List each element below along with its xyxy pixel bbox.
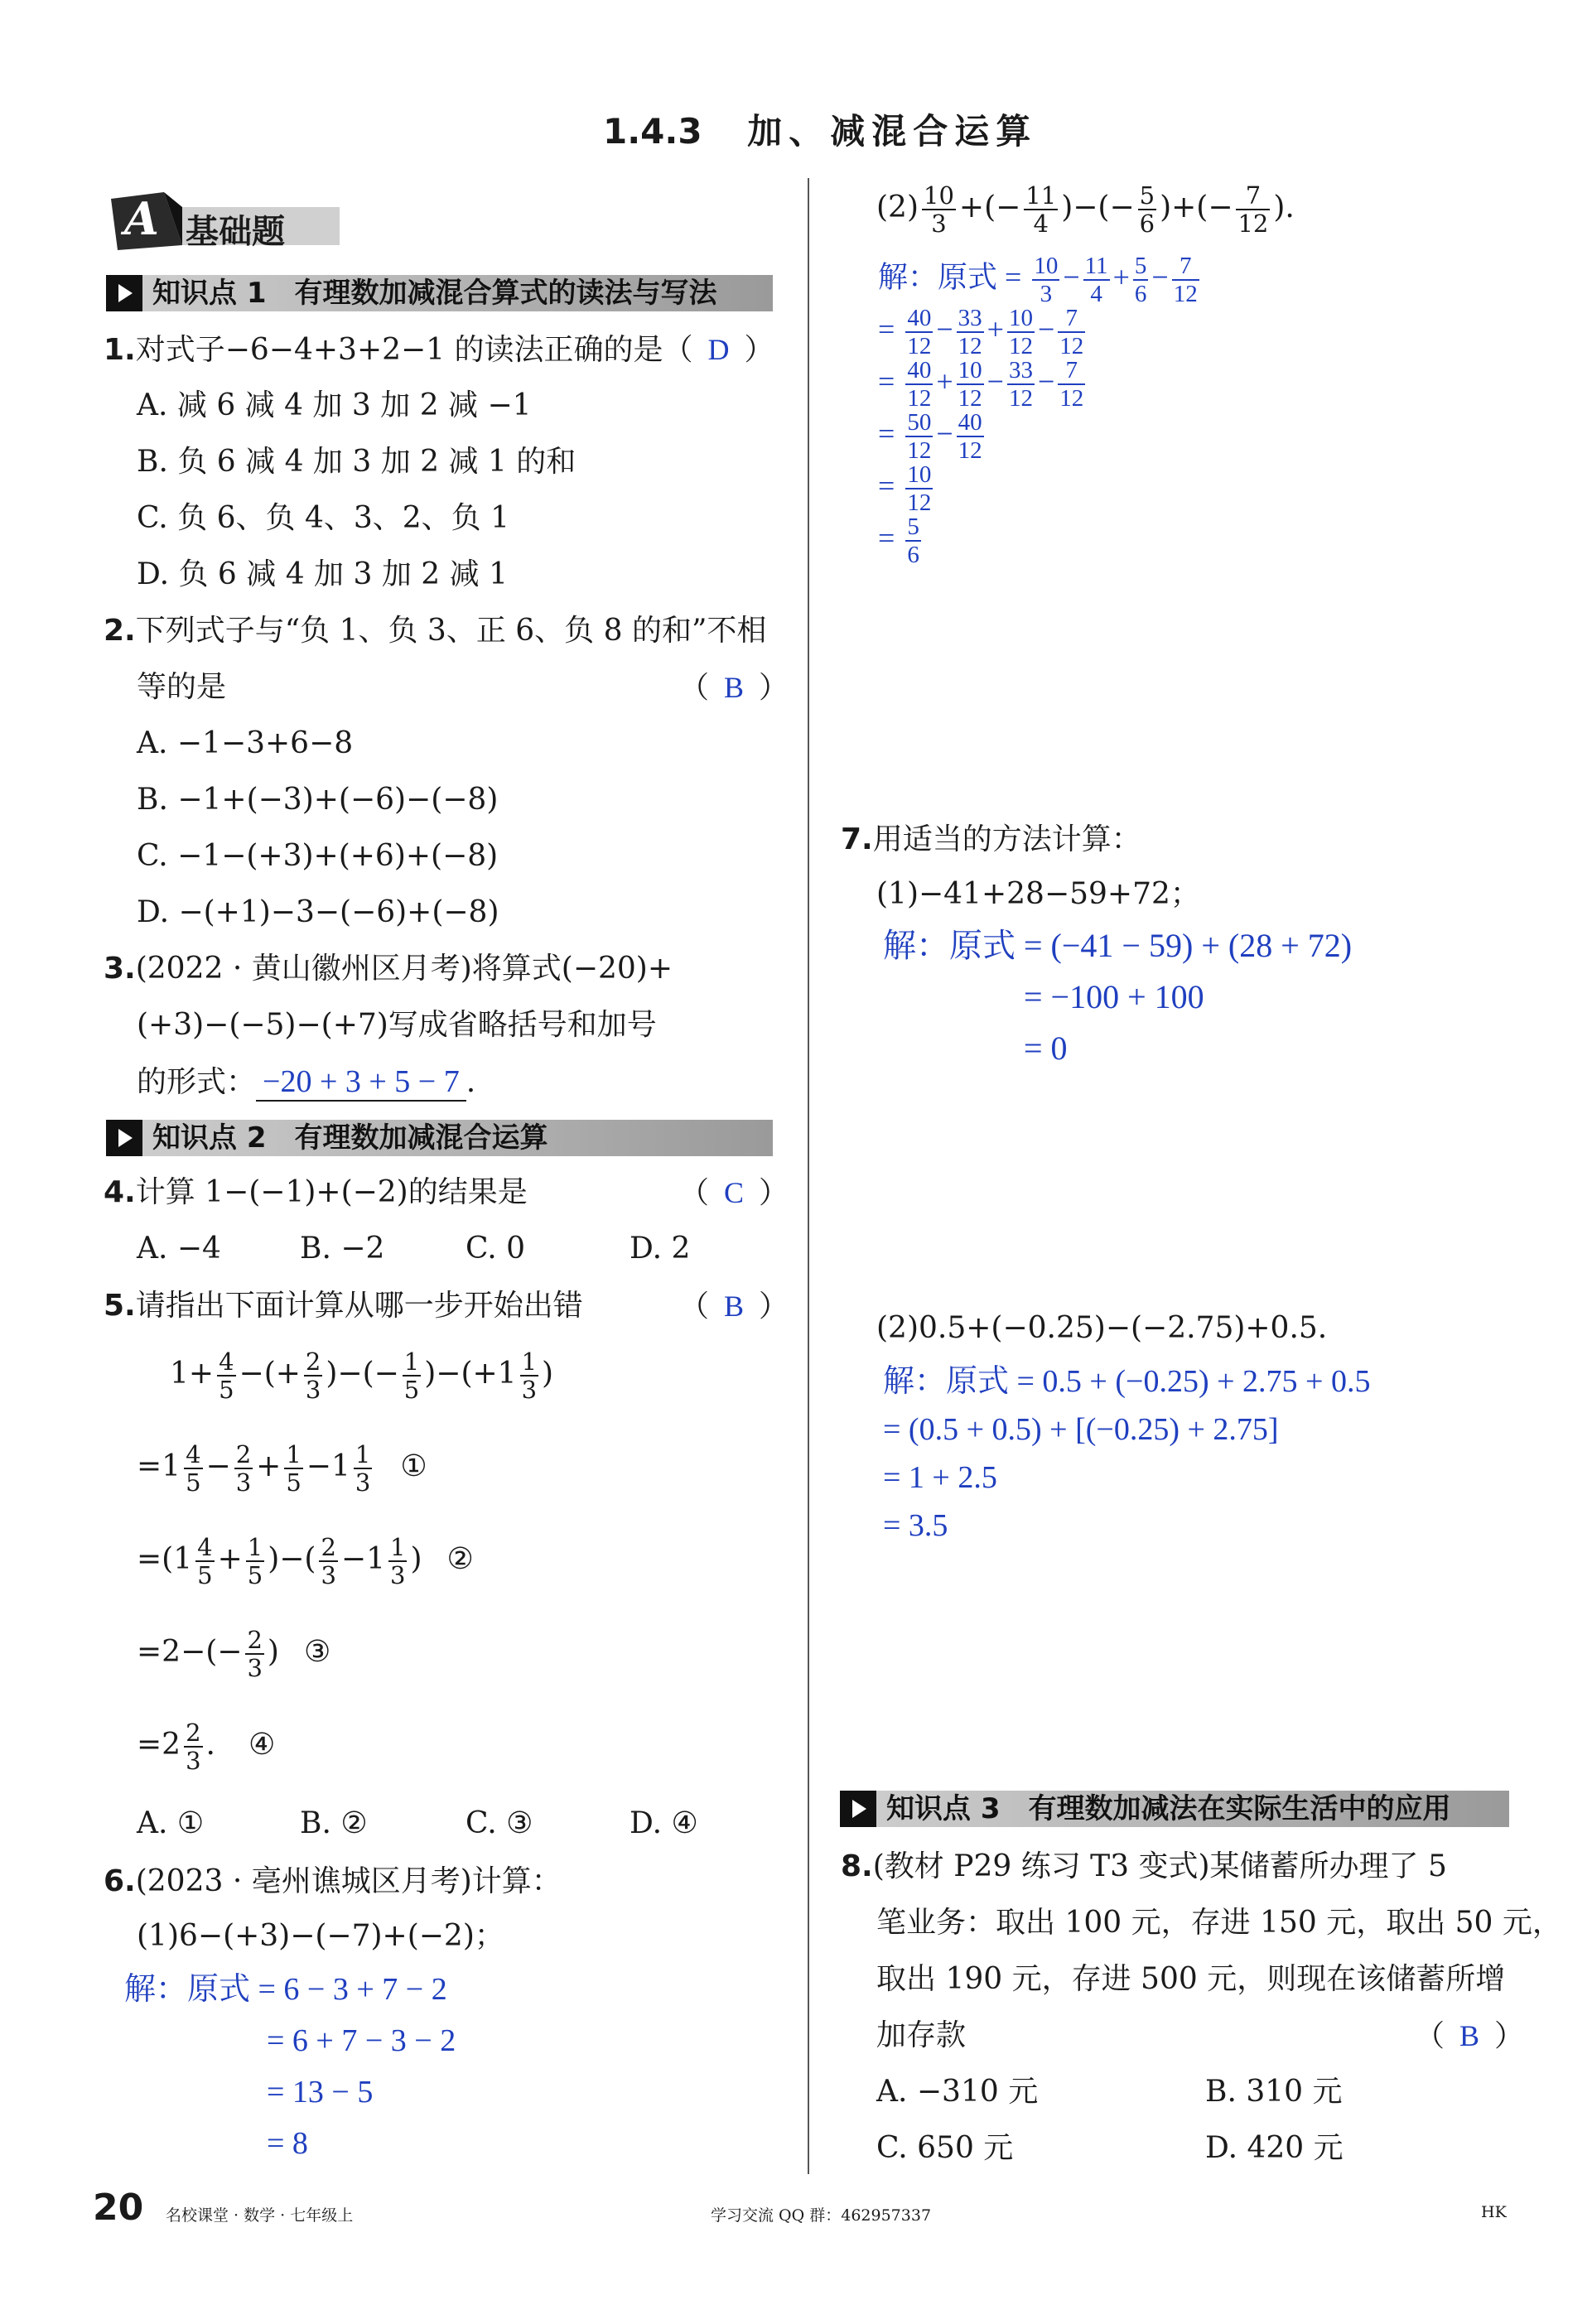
- qq-group: 学习交流 QQ 群：462957337: [711, 2206, 932, 2225]
- q4-option-d: D. 2: [630, 1232, 691, 1266]
- question-6-stem: 6.(2023 · 亳州谯城区月考)计算：: [104, 1864, 562, 1898]
- q7-solution-1-line-1: 解：原式 = (−41 − 59) + (28 + 72): [883, 927, 1353, 964]
- answer-4: C: [724, 1176, 745, 1209]
- play-icon: [106, 1120, 142, 1156]
- q5-option-b: B. ②: [300, 1806, 368, 1840]
- q1-option-a: A. 减 6 减 4 加 3 加 2 减 −1: [137, 388, 532, 422]
- q5-option-d: D. ④: [630, 1806, 698, 1840]
- q5-step-3: =2−(− $\frac{2}{3}$ ) ③: [137, 1626, 331, 1682]
- section-label: 基础题: [186, 213, 285, 251]
- q1-option-d: D. 负 6 减 4 加 3 加 2 减 1: [137, 557, 508, 591]
- book-title: 名校课堂 · 数学 · 七年级上: [166, 2206, 354, 2225]
- q2-option-d: D. −(+1)−3−(−6)+(−8): [137, 895, 499, 929]
- q1-option-c: C. 负 6、负 4、3、2、负 1: [137, 501, 510, 535]
- question-1-stem: 1.对式子−6−4+3+2−1 的读法正确的是（ D ）: [104, 333, 774, 367]
- q6-solution-1-line-3: = 13 − 5: [267, 2075, 374, 2109]
- question-3-line2: (+3)−(−5)−(+7)写成省略括号和加号: [137, 1008, 657, 1042]
- q6-solution-1-line-2: = 6 + 7 − 3 − 2: [267, 2023, 456, 2058]
- q6-solution-2-line-2: = $\frac{40}{12}$ − $\frac{33}{12}$ + $\frac{10}{12}$ − $\frac{7}{12}$: [878, 305, 1084, 359]
- q6-solution-1-line-4: = 8: [267, 2126, 308, 2161]
- answer-4-bracket: （ C ）: [679, 1176, 789, 1210]
- answer-5: B: [724, 1290, 745, 1323]
- question-8-line2: 笔业务：取出 100 元，存进 150 元，取出 50 元，: [876, 1906, 1562, 1940]
- section-number: 1.4.3: [603, 111, 702, 152]
- answer-5-bracket: （ B ）: [679, 1290, 789, 1324]
- q7-solution-2-line-2: = (0.5 + 0.5) + [(−0.25) + 2.75]: [883, 1412, 1279, 1447]
- q7-solution-2-line-1: 解：原式 = 0.5 + (−0.25) + 2.75 + 0.5: [883, 1364, 1371, 1399]
- play-icon: [840, 1791, 876, 1827]
- q6-part-2: (2) $\frac{10}{3}$ +(− $\frac{11}{4}$ )−(− $\frac{5}{6}$ )+(− $\frac{7}{12}$ ).: [876, 181, 1295, 238]
- knowledge-bar-2: 知识点 2 有理数加减混合运算: [106, 1120, 773, 1156]
- answer-8: B: [1459, 2019, 1480, 2052]
- q4-option-a: A. −4: [137, 1232, 221, 1266]
- q5-step-1: =1 $\frac{4}{5}$ − $\frac{2}{3}$ + $\frac{1}{5}$ −1 $\frac{1}{3}$ ①: [137, 1440, 427, 1497]
- q1-option-b: B. 负 6 减 4 加 3 加 2 减 1 的和: [137, 445, 576, 479]
- page-title: [603, 104, 1037, 154]
- q6-solution-2-line-1: 解：原式 = $\frac{10}{3}$ − $\frac{11}{4}$ + $\frac{5}{6}$ − $\frac{7}{12}$: [878, 253, 1198, 307]
- play-icon: [106, 275, 142, 311]
- q4-option-c: C. 0: [466, 1232, 526, 1266]
- q8-option-d: D. 420 元: [1205, 2131, 1344, 2165]
- q4-option-b: B. −2: [300, 1232, 385, 1266]
- answer-2: B: [724, 671, 745, 704]
- section-badge-letter: A: [124, 192, 159, 245]
- q5-step-2: =(1 $\frac{4}{5}$ + $\frac{1}{5}$ )−( $\frac{2}{3}$ −1 $\frac{1}{3}$ ) ②: [137, 1533, 474, 1589]
- answer-3: −20 + 3 + 5 − 7: [256, 1063, 466, 1102]
- q8-option-a: A. −310 元: [876, 2075, 1039, 2109]
- q5-option-a: A. ①: [137, 1806, 205, 1840]
- q6-solution-1-line-1: 解：原式 = 6 − 3 + 7 − 2: [124, 1972, 447, 2007]
- knowledge-bar-1: 知识点 1 有理数加减混合算式的读法与写法: [106, 275, 773, 311]
- question-3-line3: 的形式： −20 + 3 + 5 − 7 .: [137, 1063, 475, 1102]
- question-8-line3: 取出 190 元，存进 500 元，则现在该储蓄所增: [876, 1962, 1506, 1996]
- q6-part-1: (1)6−(+3)−(−7)+(−2)；: [137, 1919, 504, 1953]
- answer-2-bracket: （ B ）: [679, 671, 789, 705]
- question-2-stem: 2.下列式子与“负 1、负 3、正 6、负 8 的和”不相: [104, 614, 767, 648]
- q8-option-c: C. 650 元: [876, 2131, 1014, 2165]
- column-divider: [808, 178, 809, 2174]
- edition-code: HK: [1481, 2203, 1507, 2221]
- answer-1: D: [707, 333, 730, 366]
- q2-option-c: C. −1−(+3)+(+6)+(−8): [137, 839, 499, 873]
- q6-solution-2-line-4: = $\frac{50}{12}$ − $\frac{40}{12}$: [878, 409, 982, 464]
- question-4-stem: 4.计算 1−(−1)+(−2)的结果是: [104, 1175, 528, 1209]
- question-3-line1: 3.(2022 · 黄山徽州区月考)将算式(−20)+: [104, 952, 673, 986]
- knowledge-bar-3: 知识点 3 有理数加减法在实际生活中的应用: [840, 1791, 1509, 1827]
- q6-solution-2-line-3: = $\frac{40}{12}$ + $\frac{10}{12}$ − $\frac{33}{12}$ − $\frac{7}{12}$: [878, 357, 1084, 412]
- section-title: 加、减混合运算: [747, 111, 1038, 152]
- question-7-stem: 7.用适当的方法计算：: [841, 822, 1141, 856]
- q5-step-4: =2 $\frac{2}{3}$ . ④: [137, 1719, 276, 1775]
- q8-option-b: B. 310 元: [1205, 2075, 1343, 2109]
- q6-solution-2-line-5: = $\frac{10}{12}$: [878, 461, 932, 516]
- q7-solution-2-line-3: = 1 + 2.5: [883, 1460, 997, 1495]
- q6-solution-2-line-6: = $\frac{5}{6}$: [878, 513, 919, 568]
- question-5-stem: 5.请指出下面计算从哪一步开始出错: [104, 1289, 583, 1323]
- q5-step-0: 1+ $\frac{4}{5}$ −(+ $\frac{2}{3}$ )−(− $\frac{1}{5}$ )−(+1 $\frac{1}{3}$ ): [170, 1348, 554, 1404]
- question-8-line4: 加存款: [876, 2018, 967, 2052]
- page-number: 20: [93, 2187, 144, 2229]
- q5-option-c: C. ③: [466, 1806, 533, 1840]
- q2-option-a: A. −1−3+6−8: [137, 726, 354, 760]
- q7-part-1: (1)−41+28−59+72；: [876, 877, 1200, 911]
- question-8-line1: 8.(教材 P29 练习 T3 变式)某储蓄所办理了 5: [841, 1849, 1447, 1883]
- question-2-stem-cont: 等的是: [137, 670, 227, 704]
- answer-8-bracket: （ B ）: [1415, 2019, 1525, 2053]
- q7-solution-2-line-4: = 3.5: [883, 1508, 948, 1543]
- q7-part-2: (2)0.5+(−0.25)−(−2.75)+0.5.: [876, 1311, 1328, 1345]
- q2-option-b: B. −1+(−3)+(−6)−(−8): [137, 783, 499, 817]
- q7-solution-1-line-2: = −100 + 100: [1024, 978, 1204, 1015]
- q7-solution-1-line-3: = 0: [1024, 1029, 1068, 1067]
- section-header: [106, 190, 355, 257]
